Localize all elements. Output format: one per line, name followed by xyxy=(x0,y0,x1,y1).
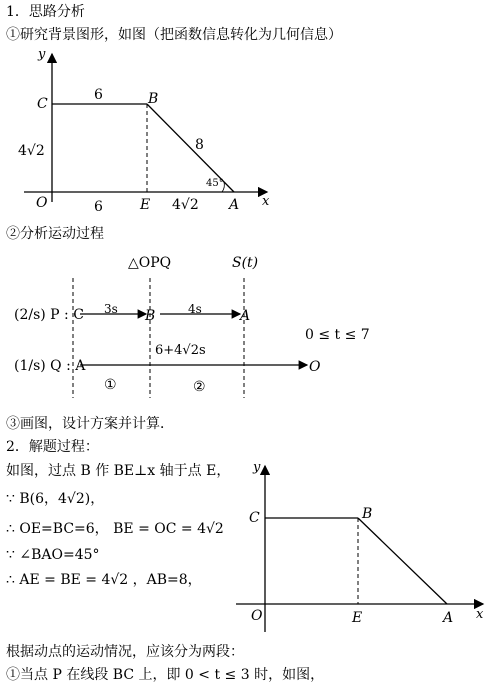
figure2-y-label: y xyxy=(253,460,261,475)
figure1-ab-length: 8 xyxy=(195,137,204,153)
step3-text: ③画图，设计方案并计算． xyxy=(6,416,174,432)
figure2-point-c: C xyxy=(249,510,260,526)
motion-q-label: (1/s) Q : A xyxy=(14,358,86,374)
step1-text: ①研究背景图形，如图（把函数信息转化为几何信息） xyxy=(6,27,342,43)
figure1-ea-length: 4√2 xyxy=(172,197,199,213)
figure1-point-a: A xyxy=(229,197,240,213)
figure1-point-b: B xyxy=(148,91,159,107)
figure2-segment-ba xyxy=(358,518,447,604)
section2-derive-1: ∴ OE=BC=6， BE = OC = 4√2 xyxy=(6,521,224,537)
footer-line-1: 根据动点的运动情况，应该分为两段： xyxy=(6,644,244,660)
section2-heading: 2．解题过程： xyxy=(6,439,99,455)
figure1-point-c: C xyxy=(37,96,48,112)
motion-time-cb: 3s xyxy=(104,302,118,316)
figure1-angle-label: 45° xyxy=(206,178,224,189)
motion-point-o: O xyxy=(309,359,321,375)
step2-text: ②分析运动过程 xyxy=(6,226,104,242)
motion-p-label: (2/s) P : C xyxy=(14,307,84,323)
figure1-oe-length: 6 xyxy=(94,199,103,215)
figure1-point-e: E xyxy=(140,197,151,213)
figure2-point-o: O xyxy=(251,608,263,624)
motion-q-time: 6+4√2s xyxy=(155,343,206,358)
section1-heading: 1．思路分析 xyxy=(6,4,85,20)
footer-line-2: ①当点 P 在线段 BC 上，即 0 < t ≤ 3 时，如图， xyxy=(6,667,325,683)
section2-given-b: ∵ B(6，4√2)， xyxy=(6,491,105,507)
figure2-point-b: B xyxy=(362,506,373,522)
motion-time-range: 0 ≤ t ≤ 7 xyxy=(305,327,370,343)
motion-area-label: S(t) xyxy=(232,255,259,271)
figure1-x-label: x xyxy=(262,194,270,209)
motion-point-b: B xyxy=(145,308,156,324)
figure2-point-e: E xyxy=(352,610,363,626)
motion-phase-1: ① xyxy=(104,377,117,393)
motion-point-a: A xyxy=(240,308,251,324)
section2-derive-2: ∴ AE = BE = 4√2 ，AB=8， xyxy=(6,572,202,588)
section2-intro: 如图，过点 B 作 BE⊥x 轴于点 E， xyxy=(6,463,231,479)
section2-given-angle: ∵ ∠BAO=45° xyxy=(6,547,100,563)
figure1-cb-length: 6 xyxy=(94,87,103,103)
motion-time-ba: 4s xyxy=(188,302,202,316)
figure2-x-label: x xyxy=(476,607,484,622)
figure1-y-label: y xyxy=(38,47,46,62)
motion-phase-2: ② xyxy=(193,379,206,395)
figure2-point-a: A xyxy=(443,610,454,626)
figure1-oc-length: 4√2 xyxy=(18,143,45,159)
motion-triangle-label: △OPQ xyxy=(128,255,172,271)
figure1-point-o: O xyxy=(36,195,48,211)
